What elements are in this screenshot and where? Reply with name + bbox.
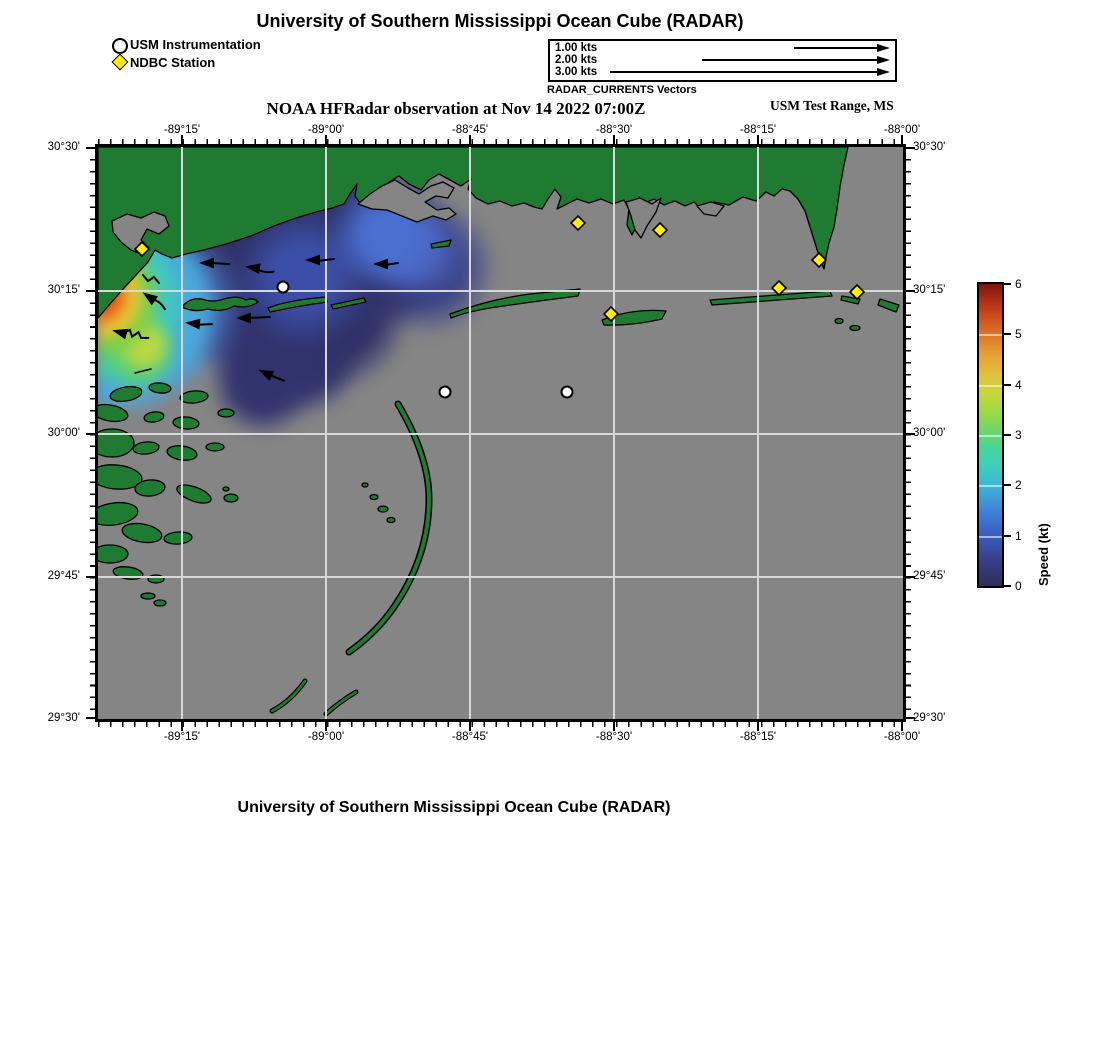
legend-ndbc-label: NDBC Station — [130, 55, 216, 70]
ndbc-station-markers — [135, 216, 864, 321]
legend-usm-label: USM Instrumentation — [130, 37, 261, 52]
scale-3kt-arrowhead-icon — [877, 68, 890, 76]
colorbar-tick-label: 5 — [1015, 327, 1022, 341]
map-plot — [98, 147, 903, 719]
lon-tick-label: -88°15' — [739, 124, 777, 136]
axis-tick — [901, 135, 903, 144]
lon-tick-label: -89°00' — [307, 124, 345, 136]
colorbar-tick — [1004, 585, 1011, 587]
axis-tick — [469, 135, 471, 144]
colorbar — [977, 282, 1004, 588]
scale-2kt-label: 2.00 kts — [555, 54, 598, 66]
lat-tick-label: 30°15' — [913, 284, 946, 296]
lat-tick-label: 29°45' — [47, 570, 80, 582]
current-vectors — [114, 256, 398, 385]
scale-1kt-arrowhead-icon — [877, 44, 890, 52]
range-label: USM Test Range, MS — [770, 98, 894, 113]
current-vector-squiggle — [143, 275, 159, 283]
lat-tick-label: 30°00' — [913, 427, 946, 439]
scale-2kt-arrow-line — [702, 59, 878, 61]
scale-1kt-label: 1.00 kts — [555, 42, 598, 54]
usm-instrumentation-markers — [278, 282, 573, 398]
current-vector-dash — [135, 369, 151, 373]
ndbc-station-icon — [812, 253, 826, 267]
lat-tick-label: 29°45' — [913, 570, 946, 582]
vectors-and-stations-layer — [98, 147, 903, 719]
ndbc-station-icon — [112, 54, 129, 71]
lon-tick-label: -88°30' — [595, 124, 633, 136]
ndbc-station-icon — [850, 285, 864, 299]
lat-tick-label: 30°00' — [47, 427, 80, 439]
current-vector-icon — [143, 291, 168, 312]
ndbc-station-icon — [653, 223, 667, 237]
current-vector-icon — [247, 263, 274, 275]
colorbar-tick — [1004, 434, 1011, 436]
colorbar-tick-label: 2 — [1015, 478, 1022, 492]
lat-tick-label: 30°30' — [913, 141, 946, 153]
lon-tick-label: -88°00' — [883, 731, 921, 743]
top-axis-minor-ticks — [98, 139, 903, 144]
current-vector-icon — [202, 259, 229, 267]
page-title: University of Southern Mississippi Ocean Cube (RADAR) — [256, 11, 744, 31]
colorbar-gridline — [979, 334, 1002, 336]
scale-1kt-arrow-line — [794, 47, 878, 49]
current-vector-icon — [239, 314, 270, 322]
colorbar-tick — [1004, 283, 1011, 285]
ndbc-station-icon — [772, 281, 786, 295]
current-vector-icon — [259, 367, 285, 385]
axis-tick — [86, 147, 95, 149]
ndbc-station-icon — [571, 216, 585, 230]
lon-tick-label: -88°30' — [595, 731, 633, 743]
colorbar-gridline — [979, 536, 1002, 538]
bottom-axis-minor-ticks — [98, 722, 903, 727]
lat-tick-label: 30°15' — [47, 284, 80, 296]
colorbar-tick-label: 0 — [1015, 579, 1022, 593]
usm-instrumentation-icon — [278, 282, 289, 293]
current-vector-icon — [114, 326, 149, 343]
axis-tick — [757, 135, 759, 144]
colorbar-gridline — [979, 385, 1002, 387]
lon-tick-label: -89°15' — [163, 124, 201, 136]
lat-tick-label: 29°30' — [47, 712, 80, 724]
scale-3kt-arrow-line — [610, 71, 878, 73]
vector-scale-box — [548, 39, 897, 82]
colorbar-gridline — [979, 435, 1002, 437]
current-vector-icon — [188, 319, 213, 329]
axis-tick — [325, 135, 327, 144]
usm-instrumentation-icon — [562, 387, 573, 398]
colorbar-tick — [1004, 384, 1011, 386]
lon-tick-label: -89°00' — [307, 731, 345, 743]
map-subtitle: NOAA HFRadar observation at Nov 14 2022 07:00Z — [266, 99, 646, 118]
lon-tick-label: -88°45' — [451, 731, 489, 743]
axis-tick — [613, 135, 615, 144]
colorbar-gridline — [979, 485, 1002, 487]
axis-tick — [86, 717, 95, 719]
colorbar-tick — [1004, 484, 1011, 486]
axis-tick — [181, 135, 183, 144]
axis-tick — [757, 722, 759, 731]
current-vector-icon — [308, 256, 334, 264]
axis-tick — [86, 576, 95, 578]
current-vector-icon — [376, 260, 398, 268]
axis-tick — [901, 722, 903, 731]
colorbar-tick — [1004, 333, 1011, 335]
axis-tick — [86, 290, 95, 292]
colorbar-tick-label: 6 — [1015, 277, 1022, 291]
scale-3kt-label: 3.00 kts — [555, 66, 598, 78]
colorbar-tick-label: 3 — [1015, 428, 1022, 442]
lon-tick-label: -88°15' — [739, 731, 777, 743]
scale-2kt-arrowhead-icon — [877, 56, 890, 64]
colorbar-tick-label: 4 — [1015, 378, 1022, 392]
vector-scale-caption: RADAR_CURRENTS Vectors — [547, 84, 697, 96]
axis-tick — [86, 433, 95, 435]
usm-instrumentation-icon — [112, 38, 128, 54]
bottom-title: University of Southern Mississippi Ocean Cube (RADAR) — [237, 799, 671, 816]
colorbar-tick — [1004, 535, 1011, 537]
axis-tick — [613, 722, 615, 731]
axis-tick — [325, 722, 327, 731]
lon-tick-label: -88°00' — [883, 124, 921, 136]
colorbar-tick-label: 1 — [1015, 529, 1022, 543]
axis-tick — [181, 722, 183, 731]
lon-tick-label: -88°45' — [451, 124, 489, 136]
colorbar-title: Speed (kt) — [1036, 523, 1051, 586]
axis-tick — [469, 722, 471, 731]
lon-tick-label: -89°15' — [163, 731, 201, 743]
lat-tick-label: 30°30' — [47, 141, 80, 153]
ndbc-station-icon — [135, 242, 149, 256]
lat-tick-label: 29°30' — [913, 712, 946, 724]
usm-instrumentation-icon — [440, 387, 451, 398]
ndbc-station-icon — [604, 307, 618, 321]
